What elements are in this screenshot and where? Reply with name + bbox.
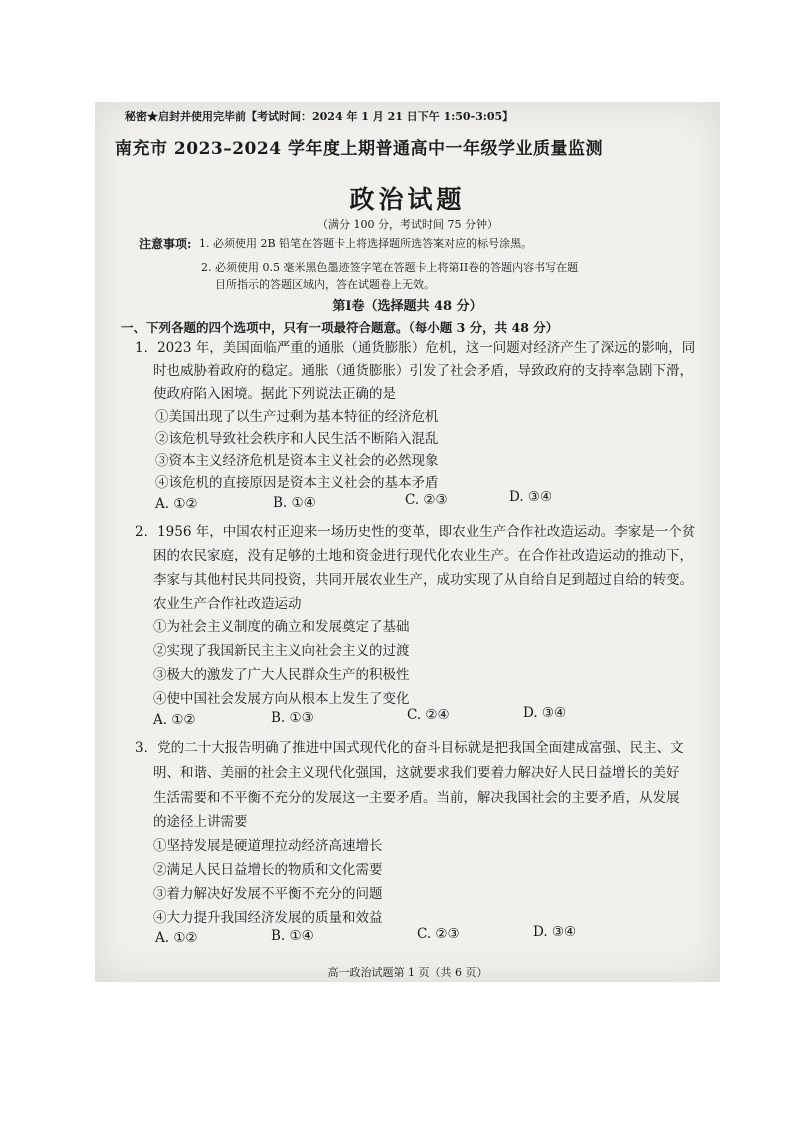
- section-instruction: 一、下列各题的四个选项中，只有一项最符合题意。（每小题 3 分，共 48 分）: [121, 320, 559, 335]
- question-2-option-c: C. ②④: [407, 707, 450, 723]
- question-3-item-2: ②满足人民日益增长的物质和文化需要: [153, 862, 383, 878]
- question-3-option-c: C. ②③: [417, 926, 460, 942]
- notice-2-continued: 目所指示的答题区域内，答在试题卷上无效。: [215, 278, 435, 291]
- question-1-line-3: 使政府陷入困境。据此下列说法正确的是: [153, 386, 396, 402]
- question-2-line-3: 李家与其他村民共同投资，共同开展农业生产，成功实现了从自给自足到超过自给的转变。: [153, 572, 693, 588]
- question-3-option-b: B. ①④: [271, 928, 314, 944]
- question-3-line-2: 明、和谐、美丽的社会主义现代化强国，这就要求我们要着力解决好人民日益增长的美好: [153, 765, 680, 781]
- page-footer: 高一政治试题第 1 页（共 6 页）: [327, 966, 488, 979]
- question-3-item-1: ①坚持发展是硬道理拉动经济高速增长: [153, 838, 383, 854]
- notice-2: 2. 必须使用 0.5 毫米黑色墨迹签字笔在答题卡上将第II卷的答题内容书写在题: [201, 261, 579, 274]
- exam-page: [95, 102, 720, 982]
- question-2-item-1: ①为社会主义制度的确立和发展奠定了基础: [153, 619, 410, 635]
- question-3-item-4: ④大力提升我国经济发展的质量和效益: [153, 910, 383, 926]
- question-2-line-2: 困的农民家庭，没有足够的土地和资金进行现代化农业生产。在合作社改造运动的推动下，: [153, 548, 693, 564]
- question-1-option-b: B. ①④: [273, 495, 316, 511]
- question-2-item-2: ②实现了我国新民主主义向社会主义的过渡: [153, 643, 410, 659]
- notice-label: 注意事项:: [139, 237, 192, 251]
- score-info: （满分 100 分，考试时间 75 分钟）: [317, 218, 498, 231]
- question-1-item-4: ④该危机的直接原因是资本主义社会的基本矛盾: [155, 475, 439, 491]
- question-1-item-2: ②该危机导致社会秩序和人民生活不断陷入混乱: [155, 431, 439, 447]
- question-2-option-b: B. ①③: [271, 710, 314, 726]
- question-2-item-4: ④使中国社会发展方向从根本上发生了变化: [153, 691, 410, 707]
- question-3-line-1: 3．党的二十大报告明确了推进中国式现代化的奋斗目标就是把我国全面建成富强、民主、文: [135, 740, 684, 756]
- question-3-item-3: ③着力解决好发展不平衡不充分的问题: [153, 886, 383, 902]
- volume-heading: 第I卷（选择题共 48 分）: [332, 299, 483, 314]
- question-2-line-1: 2．1956 年，中国农村正迎来一场历史性的变革，即农业生产合作社改造运动。李家是一个贫: [135, 524, 696, 540]
- question-2-option-a: A. ①②: [153, 712, 196, 728]
- question-1-option-d: D. ③④: [509, 489, 553, 505]
- question-1-option-c: C. ②③: [405, 492, 448, 508]
- question-1-line-2: 时也威胁着政府的稳定。通胀（通货膨胀）引发了社会矛盾，导致政府的支持率急剧下滑，: [153, 363, 693, 379]
- question-1-line-1: 1．2023 年，美国面临严重的通胀（通货膨胀）危机，这一问题对经济产生了深远的影响，同: [135, 340, 696, 356]
- question-2-line-4: 农业生产合作社改造运动: [153, 596, 302, 612]
- question-3-option-d: D. ③④: [533, 924, 577, 940]
- question-2-option-d: D. ③④: [523, 705, 567, 721]
- exam-subtitle: 南充市 2023–2024 学年度上期普通高中一年级学业质量监测: [115, 139, 603, 159]
- question-3-line-4: 的途径上讲需要: [153, 814, 248, 830]
- question-1-option-a: A. ①②: [155, 496, 198, 512]
- page-title: 政治试题: [349, 185, 466, 214]
- question-1-item-1: ①美国出现了以生产过剩为基本特征的经济危机: [155, 409, 439, 425]
- question-2-item-3: ③极大的激发了广大人民群众生产的积极性: [153, 667, 410, 683]
- confidential-header: 秘密★启封并使用完毕前【考试时间：2024 年 1 月 21 日下午 1:50-3:05】: [125, 110, 514, 123]
- question-1-item-3: ③资本主义经济危机是资本主义社会的必然现象: [155, 453, 439, 469]
- question-3-line-3: 生活需要和不平衡不充分的发展这一主要矛盾。当前，解决我国社会的主要矛盾，从发展: [153, 790, 680, 806]
- notice-1: 1. 必须使用 2B 铅笔在答题卡上将选择题所选答案对应的标号涂黑。: [199, 237, 533, 250]
- question-3-option-a: A. ①②: [155, 930, 198, 946]
